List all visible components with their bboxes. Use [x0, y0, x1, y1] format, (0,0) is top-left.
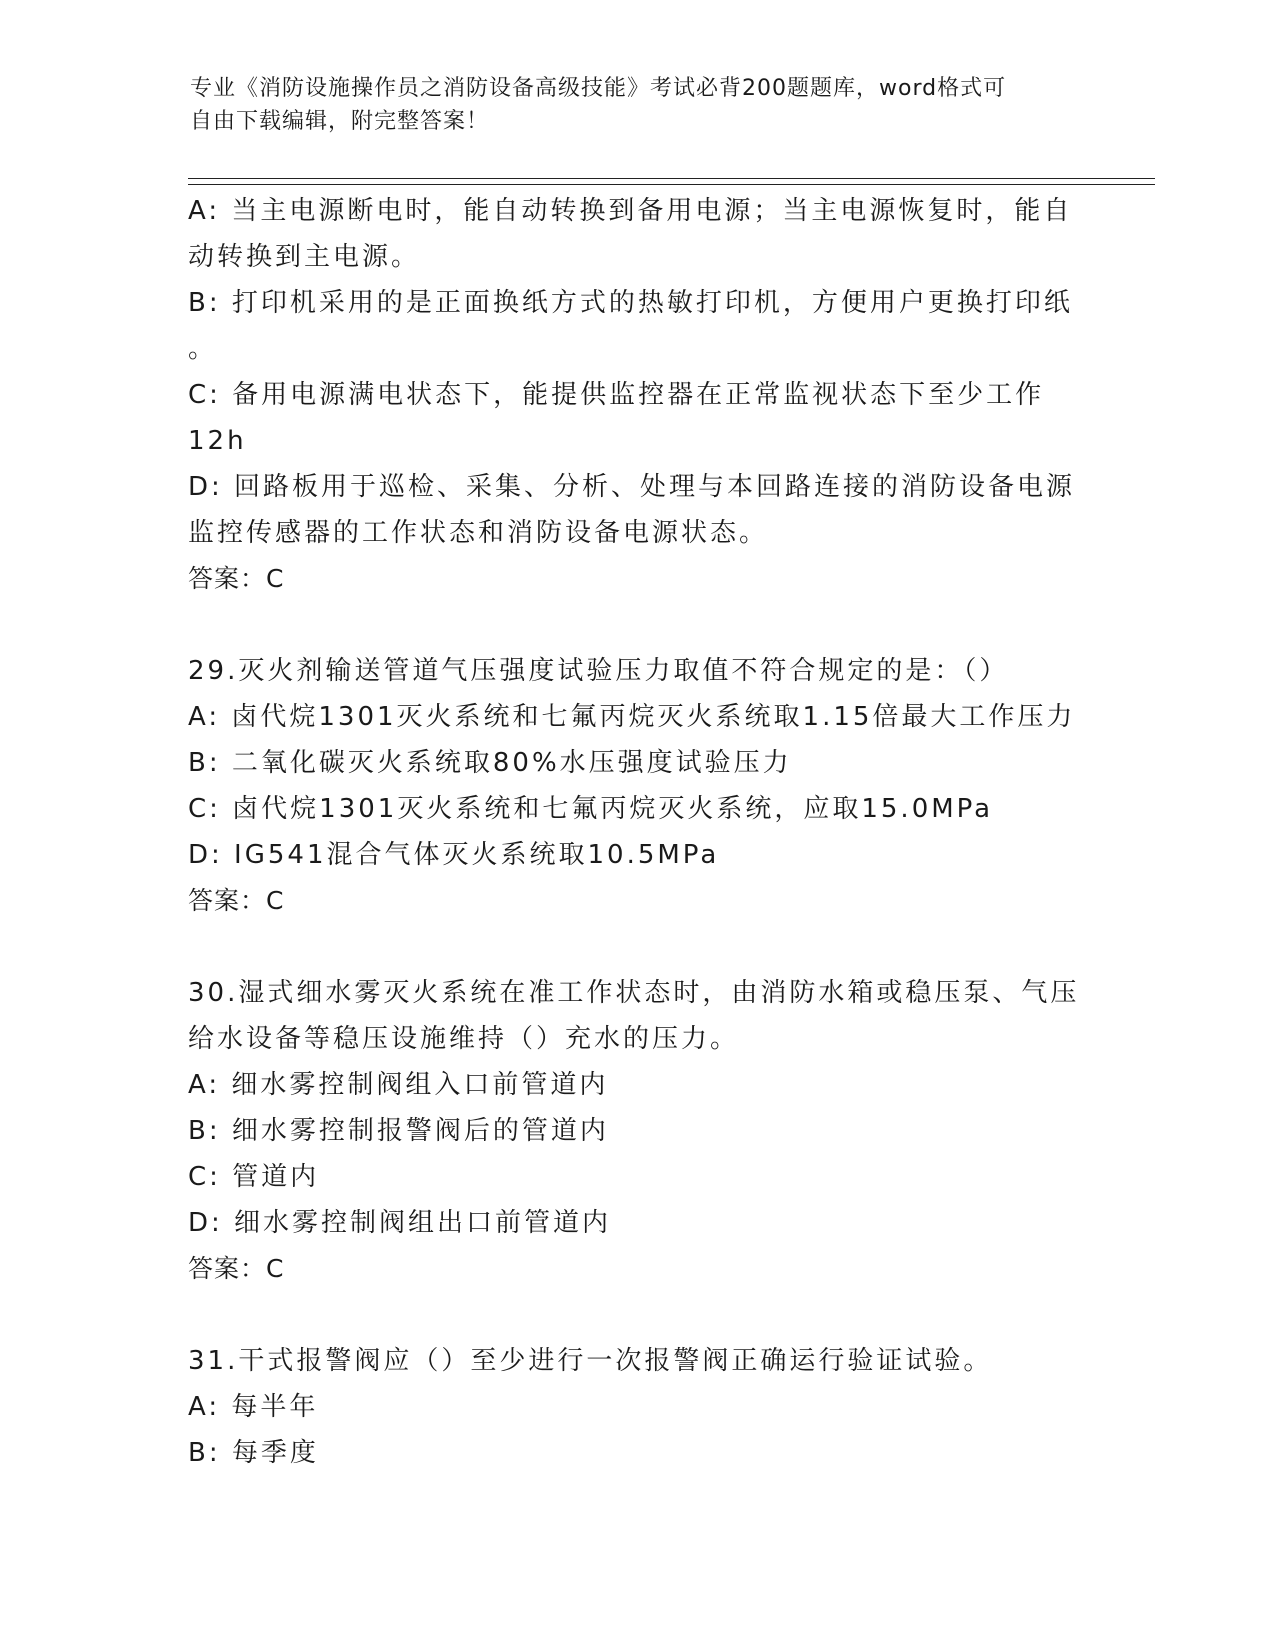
header-divider-bottom — [188, 184, 1155, 185]
option-d-line-2: 监控传感器的工作状态和消防设备电源状态。 — [188, 518, 769, 548]
question-list — [188, 188, 1088, 1476]
answer-label: 答案：C — [188, 886, 285, 915]
header-title-line-1: 专业《消防设施操作员之消防设备高级技能》考试必背200题题库，word格式可 — [190, 76, 1007, 101]
spacer — [188, 602, 1088, 648]
spacer — [188, 924, 1088, 970]
option-a-line-2: 动转换到主电源。 — [188, 242, 421, 272]
option-c-line-1: C: 备用电源满电状态下，能提供监控器在正常监视状态下至少工作 — [188, 380, 1045, 410]
option-c: C: 管道内 — [188, 1162, 320, 1192]
header-divider-top — [188, 178, 1155, 179]
question-stem: 31.干式报警阀应（）至少进行一次报警阀正确运行验证试验。 — [188, 1346, 993, 1376]
option-c: C: 卤代烷1301灭火系统和七氟丙烷灭火系统，应取15.0MPa — [188, 794, 994, 824]
option-d-line-1: D: 回路板用于巡检、采集、分析、处理与本回路连接的消防设备电源 — [188, 472, 1076, 502]
question-block-29 — [188, 648, 1088, 924]
option-b: B: 细水雾控制报警阀后的管道内 — [188, 1116, 609, 1146]
question-stem-line-2: 给水设备等稳压设施维持（）充水的压力。 — [188, 1024, 740, 1054]
spacer — [188, 1292, 1088, 1338]
option-d: D: 细水雾控制阀组出口前管道内 — [188, 1208, 612, 1238]
option-d: D: IG541混合气体灭火系统取10.5MPa — [188, 840, 720, 870]
option-a: A: 每半年 — [188, 1392, 319, 1422]
header-title-line-2: 自由下载编辑，附完整答案！ — [190, 109, 490, 134]
question-block-31 — [188, 1338, 1088, 1476]
question-stem-line-1: 30.湿式细水雾灭火系统在准工作状态时，由消防水箱或稳压泵、气压 — [188, 978, 1080, 1008]
option-b-line-1: B: 打印机采用的是正面换纸方式的热敏打印机，方便用户更换打印纸 — [188, 288, 1073, 318]
option-b-line-2: 。 — [188, 334, 218, 364]
option-b: B: 每季度 — [188, 1438, 319, 1468]
option-c-line-2: 12h — [188, 426, 247, 456]
question-block-30 — [188, 970, 1088, 1292]
question-block-28 — [188, 188, 1088, 602]
answer-label: 答案：C — [188, 564, 285, 593]
answer-label: 答案：C — [188, 1254, 285, 1283]
question-stem: 29.灭火剂输送管道气压强度试验压力取值不符合规定的是：（） — [188, 656, 1009, 686]
option-a-line-1: A: 当主电源断电时，能自动转换到备用电源；当主电源恢复时，能自 — [188, 196, 1073, 226]
option-b: B: 二氧化碳灭火系统取80%水压强度试验压力 — [188, 748, 792, 778]
document-header — [190, 72, 1090, 138]
option-a: A: 细水雾控制阀组入口前管道内 — [188, 1070, 609, 1100]
option-a: A: 卤代烷1301灭火系统和七氟丙烷灭火系统取1.15倍最大工作压力 — [188, 702, 1076, 732]
